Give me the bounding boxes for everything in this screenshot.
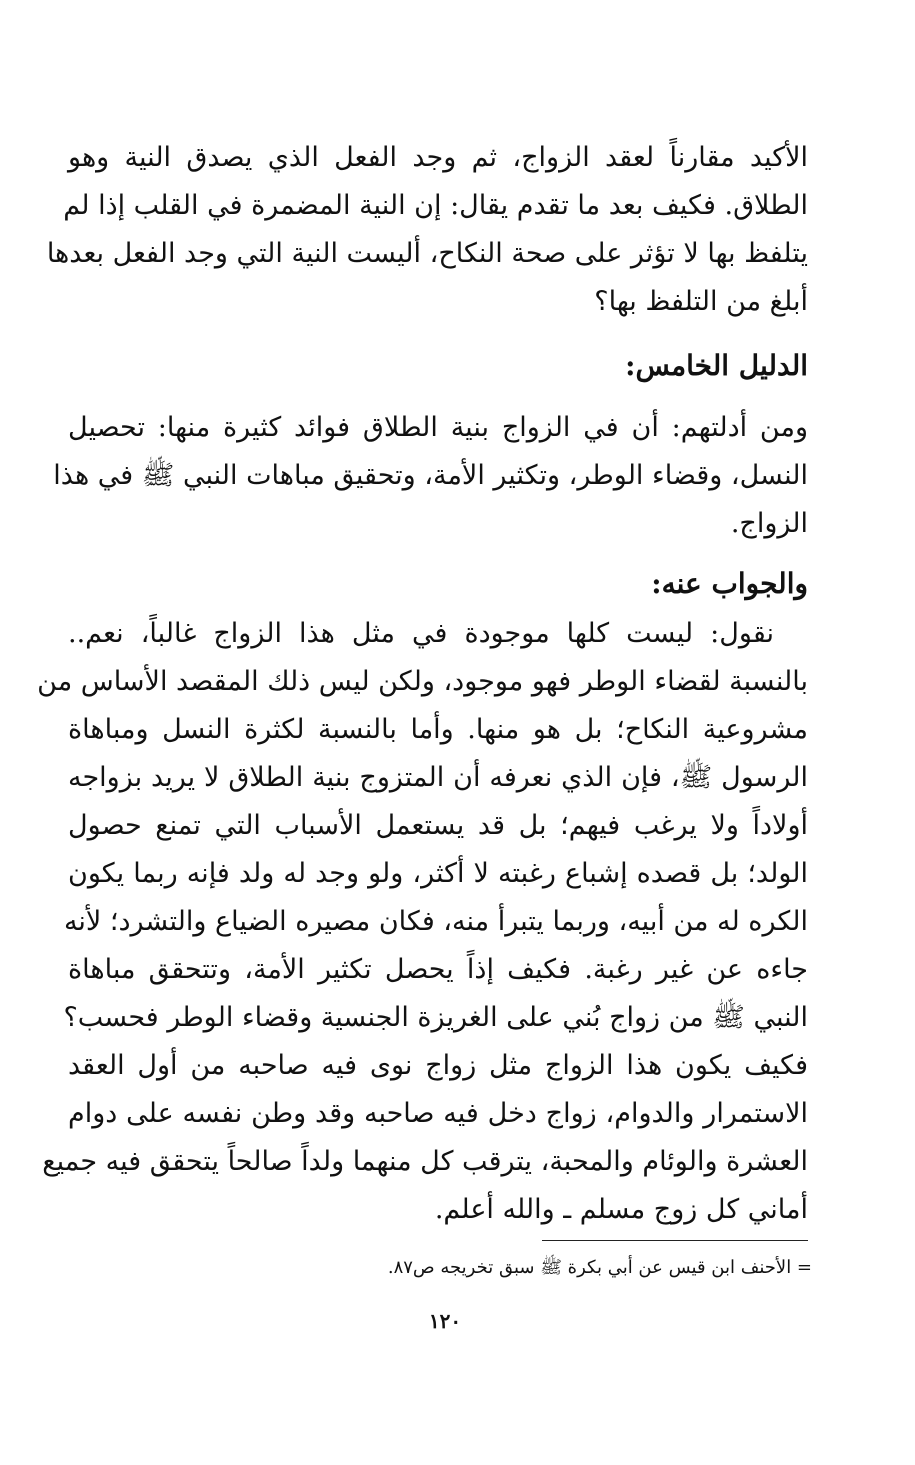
footnote: = الأحنف ابن قيس عن أبي بكرة ﷺ سبق تخريجه ص٨٧. [387, 1257, 812, 1278]
text-line: ومن أدلتهم: أن في الزواج بنية الطلاق فوائد كثيرة منها: تحصيل [68, 412, 808, 443]
text-line: نقول: ليست كلها موجودة في مثل هذا الزواج غالباً، نعم.. [68, 618, 774, 649]
text-line: الاستمرار والدوام، زواج دخل فيه صاحبه وقد وطن نفسه على دوام [68, 1098, 808, 1129]
text-line: أولاداً ولا يرغب فيهم؛ بل قد يستعمل الأسباب التي تمنع حصول [68, 810, 808, 841]
text-line: مشروعية النكاح؛ بل هو منها. وأما بالنسبة لكثرة النسل ومباهاة [68, 714, 808, 745]
text-line: النسل، وقضاء الوطر، وتكثير الأمة، وتحقيق مباهات النبي ﷺ في هذا [53, 460, 808, 491]
text-line: أبلغ من التلفظ بها؟ [594, 286, 808, 317]
page-number: ١٢٠ [428, 1309, 462, 1333]
footnote-separator [542, 1240, 808, 1241]
text-line: فكيف يكون هذا الزواج مثل زواج نوى فيه صاحبه من أول العقد [68, 1050, 808, 1081]
text-line: النبي ﷺ من زواج بُني على الغريزة الجنسية وقضاء الوطر فحسب؟ [63, 1002, 808, 1033]
text-line: العشرة والوئام والمحبة، يترقب كل منهما ولداً صالحاً يتحقق فيه جميع [42, 1146, 808, 1177]
text-line: أماني كل زوج مسلم ـ والله أعلم. [434, 1194, 808, 1225]
text-line: الطلاق. فكيف بعد ما تقدم يقال: إن النية المضمرة في القلب إذا لم [63, 190, 808, 221]
section-heading: والجواب عنه: [651, 567, 808, 600]
text-line: الرسول ﷺ، فإن الذي نعرفه أن المتزوج بنية الطلاق لا يريد بزواجه [68, 762, 808, 793]
text-line: الولد؛ بل قصده إشباع رغبته لا أكثر، ولو وجد له ولد فإنه ربما يكون [68, 858, 808, 889]
text-line: بالنسبة لقضاء الوطر فهو موجود، ولكن ليس ذلك المقصد الأساس من [37, 666, 808, 697]
text-line: الأكيد مقارناً لعقد الزواج، ثم وجد الفعل الذي يصدق النية وهو [68, 142, 808, 173]
text-line: يتلفظ بها لا تؤثر على صحة النكاح، أليست النية التي وجد الفعل بعدها [46, 238, 808, 269]
text-line: الزواج. [730, 508, 808, 539]
text-line: الكره له من أبيه، وربما يتبرأ منه، فكان مصيره الضياع والتشرد؛ لأنه [63, 906, 808, 937]
section-heading: الدليل الخامس: [625, 349, 808, 382]
text-line: جاءه عن غير رغبة. فكيف إذاً يحصل تكثير الأمة، وتتحقق مباهاة [68, 954, 808, 985]
